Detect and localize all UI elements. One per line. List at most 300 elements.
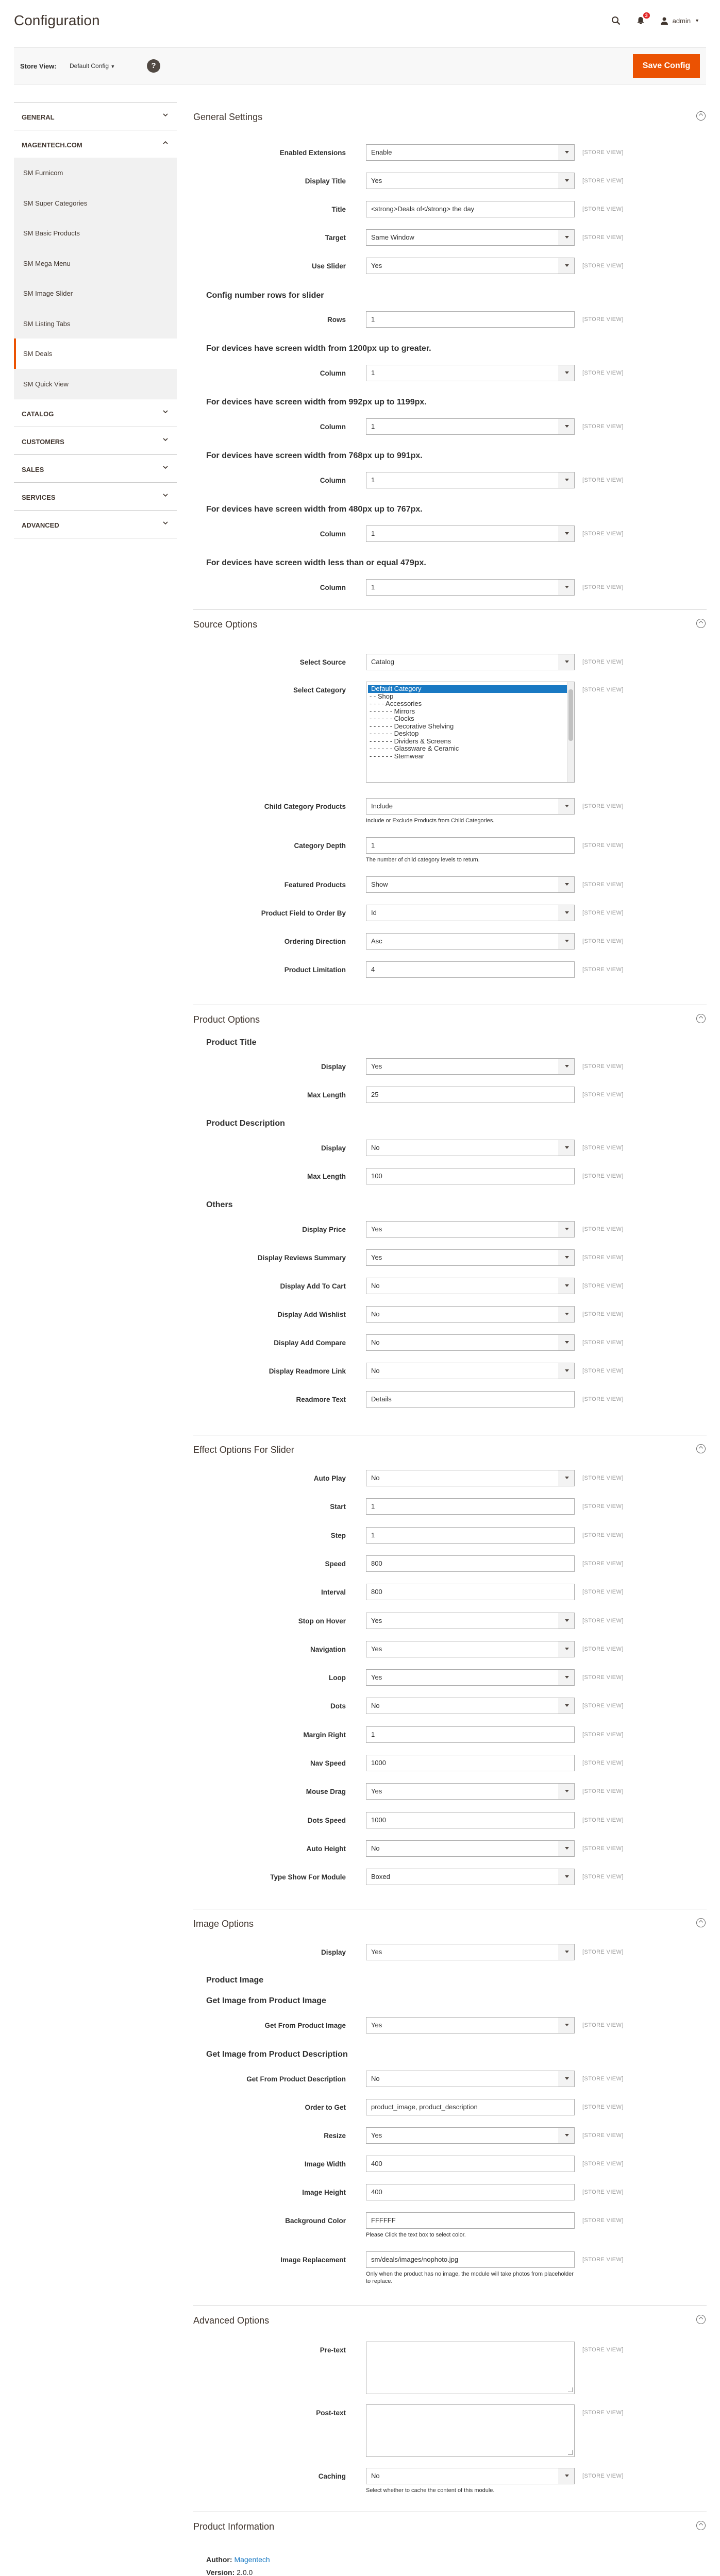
width-992-heading: For devices have screen width from 992px up to 1199px. — [206, 398, 427, 406]
sidebar-section-services[interactable] — [14, 482, 177, 510]
dropdown-arrow-icon — [559, 1335, 574, 1350]
type-show-for-module-select[interactable] — [366, 1869, 575, 1885]
title-max-length-input[interactable]: 25 — [366, 1087, 575, 1103]
scope-note: [STORE VIEW] — [582, 1311, 624, 1317]
auto-height-select[interactable] — [366, 1840, 575, 1857]
resize-select[interactable] — [366, 2127, 575, 2144]
display-readmore-link-select[interactable] — [366, 1363, 575, 1379]
select-value: Yes — [371, 1225, 382, 1233]
field-note: Only when the product has no image, the module will take photos from placeholder to replace. — [366, 2271, 574, 2284]
dropdown-arrow-icon — [559, 1784, 574, 1799]
sidebar-section-customers[interactable] — [14, 427, 177, 454]
select-category-multiselect[interactable] — [366, 682, 575, 783]
dropdown-arrow-icon — [559, 1944, 574, 1960]
field-label: Select Category — [293, 686, 346, 694]
sidebar-magentech-items — [14, 158, 177, 399]
use-slider-select[interactable] — [366, 258, 575, 274]
scope-note: [STORE VIEW] — [582, 1845, 624, 1852]
loop-select[interactable] — [366, 1669, 575, 1686]
display-add-to-cart-select[interactable] — [366, 1278, 575, 1294]
sidebar-item-sm-image-slider[interactable] — [14, 278, 177, 309]
category-option[interactable]: - - - - - - Clocks — [370, 715, 414, 722]
dropdown-arrow-icon — [559, 2018, 574, 2033]
select-value: No — [371, 1702, 380, 1710]
section-title: Product Options — [193, 1014, 260, 1025]
select-value: Same Window — [371, 233, 414, 241]
sidebar-item-sm-listing-tabs[interactable] — [14, 309, 177, 339]
select-value: No — [371, 1144, 380, 1151]
scope-note: [STORE VIEW] — [582, 2189, 624, 2195]
scope-note: [STORE VIEW] — [582, 2161, 624, 2167]
field-label: Select Source — [299, 658, 346, 666]
rows-heading: Config number rows for slider — [206, 291, 324, 300]
dropdown-arrow-icon — [559, 1278, 574, 1294]
search-icon[interactable] — [611, 15, 621, 26]
sidebar-section-label: CUSTOMERS — [22, 438, 64, 446]
select-value: Yes — [371, 1253, 382, 1261]
scope-note: [STORE VIEW] — [582, 316, 624, 323]
category-option[interactable]: - - - - - - Mirrors — [370, 707, 415, 715]
margin-right-input[interactable]: 1 — [366, 1726, 575, 1743]
field-label: Enabled Extensions — [279, 149, 346, 157]
dropdown-arrow-icon — [559, 1250, 574, 1265]
scope-note: [STORE VIEW] — [582, 1703, 624, 1709]
scope-note: [STORE VIEW] — [582, 2347, 624, 2353]
select-value: 1 — [371, 583, 375, 591]
sidebar-item-sm-mega-menu[interactable] — [14, 248, 177, 279]
column-479-select[interactable] — [366, 579, 575, 596]
field-label: Readmore Text — [296, 1396, 346, 1403]
sidebar-section-label: GENERAL — [22, 113, 55, 121]
sidebar-item-sm-super-categories[interactable] — [14, 188, 177, 218]
scope-note: [STORE VIEW] — [582, 1368, 624, 1374]
category-option[interactable]: - - - - Accessories — [370, 700, 422, 707]
scope-note: [STORE VIEW] — [582, 659, 624, 665]
scope-note: [STORE VIEW] — [582, 1145, 624, 1151]
scope-note: [STORE VIEW] — [582, 1063, 624, 1070]
dropdown-arrow-icon — [559, 877, 574, 892]
effect-options-section — [193, 1435, 707, 1882]
scope-note: [STORE VIEW] — [582, 1760, 624, 1766]
collapse-toggle-icon[interactable] — [696, 1014, 706, 1023]
section-header[interactable] — [193, 1909, 707, 1940]
scope-note: [STORE VIEW] — [582, 2217, 624, 2224]
select-value: Yes — [371, 1948, 382, 1956]
category-option[interactable]: - - - - - - Dividers & Screens — [370, 737, 451, 745]
field-label: Mouse Drag — [306, 1788, 346, 1796]
dropdown-arrow-icon — [559, 934, 574, 949]
title-input[interactable]: <strong>Deals of</strong> the day — [366, 201, 575, 217]
field-label: Display Add Compare — [274, 1339, 346, 1347]
field-label: Stop on Hover — [298, 1617, 346, 1625]
image-replacement-input[interactable]: sm/deals/images/nophoto.jpg — [366, 2251, 575, 2268]
section-title: Product Information — [193, 2521, 275, 2532]
scope-note: [STORE VIEW] — [582, 2257, 624, 2263]
chevron-up-icon — [162, 140, 169, 146]
column-992-select[interactable] — [366, 418, 575, 435]
field-note: Select whether to cache the content of this module. — [366, 2487, 495, 2494]
dropdown-arrow-icon — [559, 654, 574, 670]
field-label: Start — [330, 1503, 346, 1511]
select-value: Yes — [371, 177, 382, 184]
featured-products-select[interactable] — [366, 876, 575, 893]
field-label: Auto Play — [313, 1475, 346, 1482]
field-label: Get From Product Image — [264, 2022, 346, 2029]
display-reviews-select[interactable] — [366, 1249, 575, 1266]
scope-note: [STORE VIEW] — [582, 1475, 624, 1481]
from-product-description-heading: Get Image from Product Description — [206, 2050, 348, 2059]
scope-note: [STORE VIEW] — [582, 910, 624, 916]
scope-note: [STORE VIEW] — [582, 1503, 624, 1510]
section-header[interactable] — [193, 102, 707, 133]
sidebar-section-label: MAGENTECH.COM — [22, 141, 82, 149]
select-value: Yes — [371, 262, 382, 269]
help-icon[interactable]: ? — [147, 59, 160, 73]
sidebar-section-catalog[interactable] — [14, 399, 177, 427]
version-value: 2.0.0 — [237, 2568, 253, 2576]
category-option[interactable]: - - - - - - Glassware & Ceramic — [370, 744, 459, 752]
dropdown-arrow-icon — [559, 1059, 574, 1074]
page-title: Configuration — [14, 12, 100, 28]
field-label: Column — [320, 584, 346, 591]
chevron-down-icon — [162, 436, 169, 443]
scope-note: [STORE VIEW] — [582, 1617, 624, 1624]
field-label: Max Length — [307, 1091, 346, 1099]
dropdown-arrow-icon — [559, 799, 574, 814]
select-value: Yes — [371, 1645, 382, 1653]
field-label: Resize — [324, 2132, 346, 2140]
title-display-select[interactable] — [366, 1058, 575, 1075]
collapse-toggle-icon[interactable] — [696, 619, 706, 628]
sidebar-item-label: SM Basic Products — [23, 229, 80, 237]
field-label: Margin Right — [303, 1731, 346, 1739]
product-options-section — [193, 1005, 707, 1403]
scope-note: [STORE VIEW] — [582, 370, 624, 376]
scope-note: [STORE VIEW] — [582, 1283, 624, 1289]
field-label: Interval — [321, 1588, 346, 1597]
chevron-down-icon — [162, 409, 169, 415]
category-option[interactable]: - - - - - - Desktop — [370, 730, 419, 737]
select-value: Enable — [371, 148, 392, 156]
readmore-text-input[interactable]: Details — [366, 1391, 575, 1408]
from-product-description-select[interactable] — [366, 2071, 575, 2087]
field-label: Column — [320, 477, 346, 484]
scope-note: [STORE VIEW] — [582, 234, 624, 241]
dropdown-arrow-icon — [559, 905, 574, 921]
sidebar-item-sm-basic-products[interactable] — [14, 218, 177, 248]
image-display-select[interactable] — [366, 1944, 575, 1960]
field-note: Include or Exclude Products from Child Categories. — [366, 818, 495, 824]
column-768-select[interactable] — [366, 472, 575, 488]
field-label: Nav Speed — [310, 1759, 346, 1767]
field-label: Get From Product Description — [246, 2075, 346, 2083]
scope-note: [STORE VIEW] — [582, 2410, 624, 2416]
field-label: Rows — [327, 316, 346, 324]
image-options-section — [193, 1909, 707, 2284]
product-description-heading: Product Description — [206, 1119, 285, 1128]
select-value: No — [371, 1474, 380, 1482]
display-add-compare-select[interactable] — [366, 1334, 575, 1351]
info-label: Version: — [206, 2568, 235, 2576]
select-value: Include — [371, 802, 393, 810]
dropdown-arrow-icon — [559, 1140, 574, 1156]
sidebar-item-label: SM Listing Tabs — [23, 319, 71, 328]
scope-note: [STORE VIEW] — [582, 1255, 624, 1261]
category-option[interactable]: - - Shop — [370, 692, 394, 700]
select-value: Yes — [371, 1616, 382, 1624]
start-input[interactable]: 1 — [366, 1498, 575, 1515]
dropdown-arrow-icon — [559, 1363, 574, 1379]
chevron-down-icon: ▼ — [695, 18, 699, 23]
field-label: Product Field to Order By — [261, 909, 346, 917]
field-label: Column — [320, 423, 346, 431]
field-note: Please Click the text box to select color. — [366, 2232, 466, 2238]
section-header[interactable] — [193, 1005, 707, 1036]
image-width-input[interactable]: 400 — [366, 2156, 575, 2172]
sidebar-section-advanced[interactable] — [14, 510, 177, 538]
post-text-textarea[interactable] — [366, 2404, 575, 2457]
sidebar-item-sm-deals[interactable] — [14, 338, 177, 369]
order-by-select[interactable] — [366, 905, 575, 921]
select-value: Boxed — [371, 1873, 390, 1881]
collapse-toggle-icon[interactable] — [696, 111, 706, 121]
scope-note: [STORE VIEW] — [582, 1532, 624, 1538]
field-label: Column — [320, 369, 346, 377]
background-color-input[interactable]: FFFFFF — [366, 2212, 575, 2229]
scope-note: [STORE VIEW] — [582, 2132, 624, 2139]
ordering-direction-select[interactable] — [366, 933, 575, 950]
sidebar-item-label: SM Deals — [23, 350, 53, 358]
product-limitation-input[interactable]: 4 — [366, 961, 575, 978]
field-label: Background Color — [285, 2217, 346, 2225]
sidebar-item-sm-furnicom[interactable] — [14, 158, 177, 188]
author-link[interactable]: Magentech — [234, 2555, 270, 2564]
dropdown-arrow-icon — [559, 526, 574, 541]
dropdown-arrow-icon — [559, 1670, 574, 1685]
chevron-down-icon — [162, 464, 169, 470]
field-label: Use Slider — [311, 262, 346, 270]
scope-note: [STORE VIEW] — [582, 477, 624, 483]
section-header[interactable] — [193, 1435, 707, 1466]
dropdown-arrow-icon — [559, 2468, 574, 2484]
field-label: Max Length — [307, 1173, 346, 1180]
dropdown-arrow-icon — [559, 1307, 574, 1322]
select-value: No — [371, 1310, 380, 1318]
dropdown-arrow-icon — [559, 580, 574, 595]
category-option[interactable]: - - - - - - Stemwear — [370, 752, 425, 760]
source-options-section — [193, 609, 707, 974]
field-label: Display — [321, 1948, 346, 1956]
scope-note: [STORE VIEW] — [582, 1340, 624, 1346]
store-view-bar — [14, 47, 706, 84]
scope-note: [STORE VIEW] — [582, 1874, 624, 1880]
store-view-switcher[interactable] — [70, 62, 115, 70]
display-add-wishlist-select[interactable] — [366, 1306, 575, 1323]
scope-note: [STORE VIEW] — [582, 1731, 624, 1738]
column-1200-select[interactable] — [366, 365, 575, 381]
pre-text-textarea[interactable] — [366, 2342, 575, 2394]
desc-display-select[interactable] — [366, 1140, 575, 1156]
display-price-select[interactable] — [366, 1221, 575, 1238]
advanced-options-section — [193, 2306, 707, 2494]
scrollbar[interactable] — [567, 682, 574, 782]
category-option[interactable]: - - - - - - Decorative Shelving — [370, 722, 454, 730]
navigation-select[interactable] — [366, 1641, 575, 1657]
dropdown-arrow-icon — [559, 230, 574, 245]
collapse-toggle-icon[interactable] — [696, 1918, 706, 1927]
config-sidebar — [14, 102, 177, 538]
field-label: Type Show For Module — [270, 1873, 346, 1882]
dots-select[interactable] — [366, 1698, 575, 1714]
field-label: Display Add Wishlist — [277, 1311, 346, 1318]
caret-down-icon: ▼ — [110, 64, 115, 69]
dropdown-arrow-icon — [559, 1470, 574, 1486]
scope-note: [STORE VIEW] — [582, 938, 624, 944]
notification-count-badge: 3 — [643, 12, 650, 19]
section-title: General Settings — [193, 112, 263, 122]
field-label: Pre-text — [320, 2346, 346, 2354]
desc-max-length-input[interactable]: 100 — [366, 1168, 575, 1184]
chevron-down-icon — [162, 492, 169, 498]
dropdown-arrow-icon — [559, 173, 574, 189]
scope-note: [STORE VIEW] — [582, 206, 624, 212]
section-header[interactable] — [193, 2512, 707, 2543]
scope-note: [STORE VIEW] — [582, 1560, 624, 1567]
select-value: Show — [371, 880, 388, 888]
scope-note: [STORE VIEW] — [582, 967, 624, 973]
width-480-heading: For devices have screen width from 480px up to 767px. — [206, 505, 423, 514]
category-depth-input[interactable]: 1 — [366, 837, 575, 854]
from-product-image-heading: Get Image from Product Image — [206, 1996, 326, 2005]
field-label: Dots Speed — [307, 1816, 346, 1824]
scrollbar-thumb[interactable] — [568, 689, 573, 741]
field-label: Dots — [330, 1702, 346, 1710]
field-label: Navigation — [310, 1645, 346, 1653]
select-value: Catalog — [371, 658, 394, 666]
dropdown-arrow-icon — [559, 1641, 574, 1657]
scope-note: [STORE VIEW] — [582, 1396, 624, 1402]
dots-speed-input[interactable]: 1000 — [366, 1812, 575, 1828]
interval-input[interactable]: 800 — [366, 1584, 575, 1600]
image-height-input[interactable]: 400 — [366, 2184, 575, 2200]
from-product-image-select[interactable] — [366, 2017, 575, 2033]
chevron-down-icon — [162, 112, 169, 118]
auto-play-select[interactable] — [366, 1470, 575, 1486]
nav-speed-input[interactable]: 1000 — [366, 1755, 575, 1771]
sidebar-item-label: SM Super Categories — [23, 199, 88, 207]
product-title-heading: Product Title — [206, 1038, 257, 1047]
collapse-toggle-icon[interactable] — [696, 1444, 706, 1453]
scope-note: [STORE VIEW] — [582, 584, 624, 590]
collapse-toggle-icon[interactable] — [696, 2315, 706, 2324]
scope-note: [STORE VIEW] — [582, 263, 624, 269]
product-information-section — [193, 2512, 707, 2576]
scope-note: [STORE VIEW] — [582, 1589, 624, 1596]
dropdown-arrow-icon — [559, 419, 574, 434]
display-title-select[interactable] — [366, 173, 575, 189]
target-select[interactable] — [366, 229, 575, 246]
select-value: Yes — [371, 2021, 382, 2029]
scope-note: [STORE VIEW] — [582, 2076, 624, 2082]
select-value: No — [371, 1338, 380, 1346]
select-value: Yes — [371, 1062, 382, 1070]
info-version — [206, 2568, 253, 2576]
dropdown-arrow-icon — [559, 1869, 574, 1885]
step-input[interactable]: 1 — [366, 1527, 575, 1544]
field-label: Display — [321, 1063, 346, 1071]
collapse-toggle-icon[interactable] — [696, 2521, 706, 2530]
field-label: Post-text — [316, 2409, 346, 2417]
sidebar-section-label: ADVANCED — [22, 521, 59, 529]
sidebar-section-sales[interactable] — [14, 454, 177, 482]
section-title: Advanced Options — [193, 2315, 270, 2326]
scope-note: [STORE VIEW] — [582, 2473, 624, 2479]
field-label: Image Height — [302, 2189, 346, 2196]
width-1200-heading: For devices have screen width from 1200px up to greater. — [206, 344, 431, 353]
store-view-label: Store View: — [20, 62, 57, 70]
select-value: 1 — [371, 530, 375, 537]
sidebar-section-label: SALES — [22, 466, 44, 473]
sidebar-item-sm-quick-view[interactable] — [14, 369, 177, 399]
column-480-select[interactable] — [366, 526, 575, 542]
order-to-get-input[interactable]: product_image, product_description — [366, 2099, 575, 2115]
section-title: Source Options — [193, 619, 258, 630]
sidebar-section-magentech[interactable] — [14, 130, 177, 158]
speed-input[interactable]: 800 — [366, 1555, 575, 1572]
sidebar-section-general[interactable] — [14, 102, 177, 130]
width-479-heading: For devices have screen width less than or equal 479px. — [206, 558, 426, 567]
select-value: Yes — [371, 2131, 382, 2139]
select-value: No — [371, 1282, 380, 1290]
field-label: Display Reviews Summary — [257, 1254, 346, 1262]
stop-on-hover-select[interactable] — [366, 1613, 575, 1629]
field-label: Title — [331, 206, 346, 213]
select-value: 1 — [371, 476, 375, 484]
dropdown-arrow-icon — [559, 1222, 574, 1237]
section-title: Image Options — [193, 1919, 254, 1929]
dropdown-arrow-icon — [559, 258, 574, 274]
child-category-select[interactable] — [366, 798, 575, 815]
mouse-drag-select[interactable] — [366, 1783, 575, 1800]
scope-note: [STORE VIEW] — [582, 2104, 624, 2110]
general-settings-section — [193, 102, 707, 591]
notifications-bell-icon[interactable] — [635, 15, 646, 26]
field-label: Target — [325, 234, 346, 242]
field-label: Order to Get — [305, 2104, 346, 2111]
scope-note: [STORE VIEW] — [582, 1646, 624, 1652]
section-header[interactable] — [193, 2306, 707, 2336]
category-option[interactable]: Default Category — [368, 685, 568, 693]
section-header[interactable] — [193, 609, 707, 640]
admin-user-menu[interactable] — [660, 16, 699, 25]
scope-note: [STORE VIEW] — [582, 1949, 624, 1955]
header-actions — [611, 15, 699, 26]
dropdown-arrow-icon — [559, 2128, 574, 2143]
field-label: Step — [330, 1531, 346, 1539]
field-label: Display Add To Cart — [280, 1282, 346, 1290]
scope-note: [STORE VIEW] — [582, 423, 624, 430]
rows-input[interactable]: 1 — [366, 311, 575, 328]
enabled-extensions-select[interactable] — [366, 144, 575, 161]
field-label: Child Category Products — [264, 803, 346, 810]
select-value: Asc — [371, 937, 382, 945]
dropdown-arrow-icon — [559, 472, 574, 488]
save-config-button[interactable]: Save Config — [633, 54, 700, 78]
select-source-select[interactable] — [366, 654, 575, 670]
caching-select[interactable] — [366, 2468, 575, 2484]
select-value: Yes — [371, 1673, 382, 1682]
store-view-value: Default Config — [70, 62, 109, 70]
